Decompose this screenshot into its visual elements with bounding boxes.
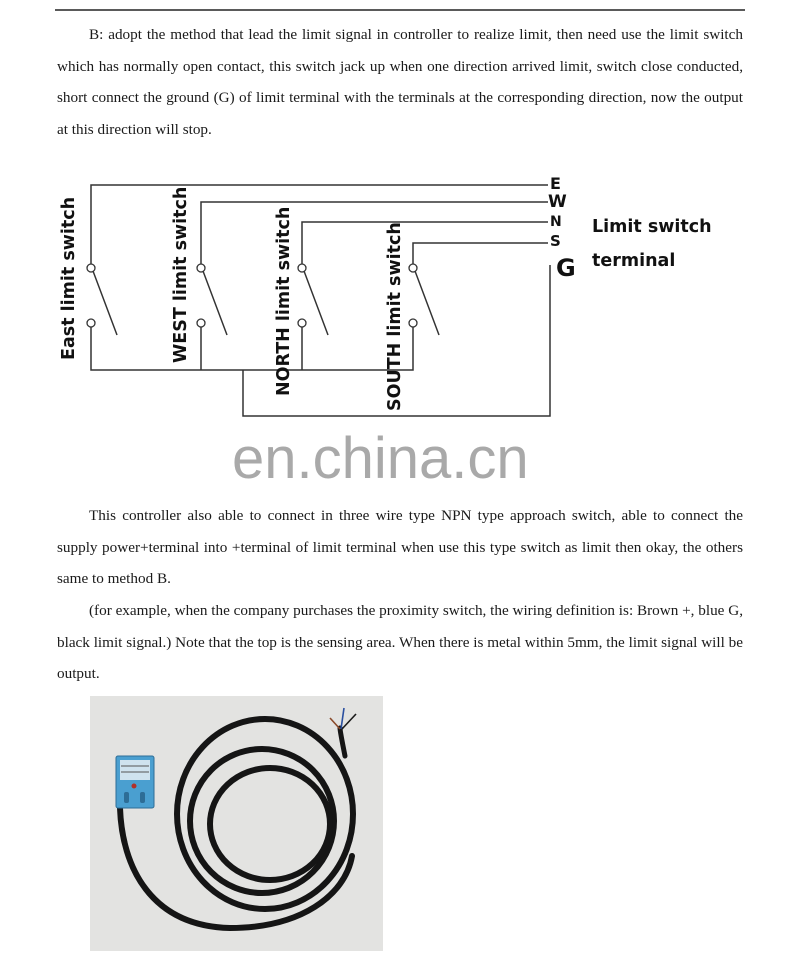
switch-label-south: SOUTH limit switch <box>385 222 405 411</box>
switch-label-north: NORTH limit switch <box>274 206 294 396</box>
paragraph-example-text: (for example, when the company purchases the proximity switch, the wiring definition is: Brown +, blue G, black limit signal.) Note that the top is the sensing area. When there is metal within 5mm, the limit signal will be output. <box>57 602 743 682</box>
legend-line2: terminal <box>592 251 676 271</box>
terminal-g: G <box>556 254 576 282</box>
paragraph-npn-switch-text: This controller also able to connect in three wire type NPN type approach switch, able to connect the supply power+terminal into +terminal of limit terminal when use this type switch as limit then okay, the others same to method B. <box>57 507 743 587</box>
legend-line1: Limit switch <box>592 217 712 237</box>
switch-label-west: WEST limit switch <box>171 186 191 363</box>
proximity-switch-photo <box>90 696 383 951</box>
terminal-w: W <box>548 192 567 212</box>
switch-label-east: East limit switch <box>59 196 79 360</box>
terminal-e: E <box>550 174 561 193</box>
paragraph-method-b-text: B: adopt the method that lead the limit signal in controller to realize limit, then need use the limit switch which has normally open contact, this switch jack up when one direction arrived limit, switch close conducted, short connect the ground (G) of limit terminal with the terminals at the corresponding direction, now the output at this direction will stop. <box>57 26 743 138</box>
paragraph-npn-switch <box>57 500 743 595</box>
paragraph-example <box>57 595 743 690</box>
terminal-s: S <box>550 232 561 250</box>
watermark: en.china.cn <box>232 426 529 491</box>
terminal-n: N <box>550 214 562 230</box>
proximity-switch-illustration <box>90 696 383 951</box>
